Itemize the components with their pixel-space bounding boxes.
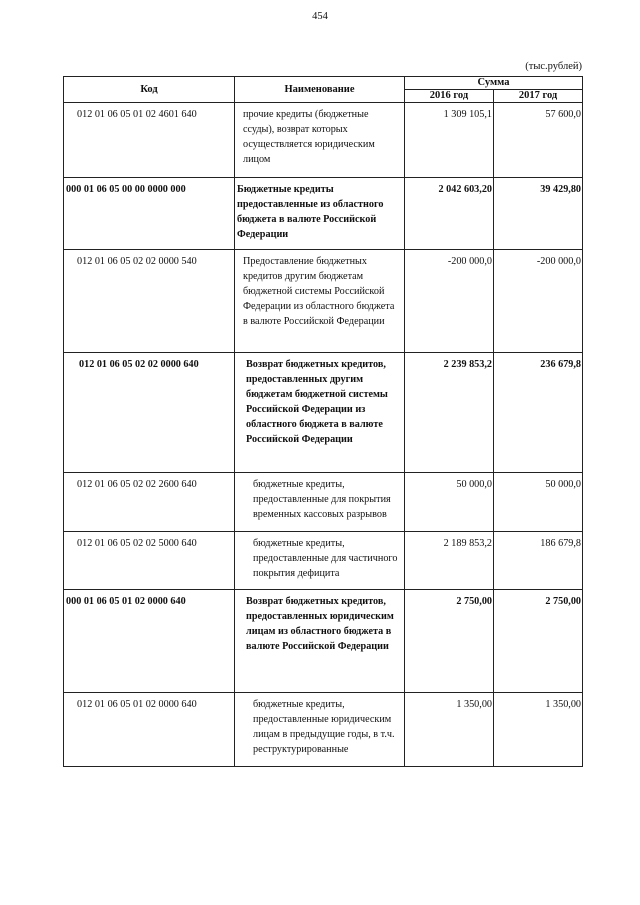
row-value-2017: 2 750,00 [494, 590, 583, 693]
table-row [64, 250, 583, 353]
row-name: бюджетные кредиты, предоставленные для частичного покрытия дефицита [235, 532, 405, 590]
row-value-2017: -200 000,0 [494, 250, 583, 353]
row-name: бюджетные кредиты, предоставленные для покрытия временных кассовых разрывов [235, 473, 405, 532]
row-value-2017: 236 679,8 [494, 353, 583, 473]
table-row [64, 178, 583, 250]
budget-credits-table [63, 76, 583, 767]
row-code: 000 01 06 05 00 00 0000 000 [64, 178, 235, 250]
row-value-2016: 2 750,00 [405, 590, 494, 693]
row-name: Возврат бюджетных кредитов, предоставленных юридическим лицам из областного бюджета в валюте Российской Федерации [235, 590, 405, 693]
row-value-2017: 1 350,00 [494, 693, 583, 767]
row-value-2017: 57 600,0 [494, 103, 583, 178]
row-value-2016: 1 350,00 [405, 693, 494, 767]
header-year-2017: 2017 год [494, 90, 583, 103]
row-value-2017: 186 679,8 [494, 532, 583, 590]
row-value-2016: 2 189 853,2 [405, 532, 494, 590]
row-code: 012 01 06 05 02 02 0000 540 [64, 250, 235, 353]
row-code: 012 01 06 05 02 02 0000 640 [64, 353, 235, 473]
row-code: 012 01 06 05 02 02 2600 640 [64, 473, 235, 532]
units-label: (тыс.рублей) [525, 61, 582, 72]
row-name: Предоставление бюджетных кредитов другим бюджетам бюджетной системы Российской Федерации из областного бюджета в валюте Российской Федерации [235, 250, 405, 353]
page-number: 454 [312, 11, 328, 22]
row-code: 012 01 06 05 01 02 4601 640 [64, 103, 235, 178]
row-code: 012 01 06 05 02 02 5000 640 [64, 532, 235, 590]
row-name: Бюджетные кредиты предоставленные из областного бюджета в валюте Российской Федерации [235, 178, 405, 250]
row-name: бюджетные кредиты, предоставленные юридическим лицам в предыдущие годы, в т.ч. реструктурированные [235, 693, 405, 767]
row-value-2016: 2 042 603,20 [405, 178, 494, 250]
row-name: прочие кредиты (бюджетные ссуды), возврат которых осуществляется юридическим лицом [235, 103, 405, 178]
table-row [64, 532, 583, 590]
table-row [64, 103, 583, 178]
header-code: Код [64, 77, 235, 103]
row-value-2017: 39 429,80 [494, 178, 583, 250]
table-row [64, 473, 583, 532]
header-year-2016: 2016 год [405, 90, 494, 103]
row-name: Возврат бюджетных кредитов, предоставленных другим бюджетам бюджетной системы Российской Федерации из областного бюджета в валюте Российской Федерации [235, 353, 405, 473]
row-value-2016: 2 239 853,2 [405, 353, 494, 473]
row-value-2016: -200 000,0 [405, 250, 494, 353]
header-name: Наименование [235, 77, 405, 103]
row-code: 012 01 06 05 01 02 0000 640 [64, 693, 235, 767]
row-value-2016: 50 000,0 [405, 473, 494, 532]
row-value-2016: 1 309 105,1 [405, 103, 494, 178]
table-row [64, 353, 583, 473]
row-code: 000 01 06 05 01 02 0000 640 [64, 590, 235, 693]
header-sum: Сумма [405, 77, 583, 90]
table-row [64, 693, 583, 767]
row-value-2017: 50 000,0 [494, 473, 583, 532]
table-row [64, 590, 583, 693]
